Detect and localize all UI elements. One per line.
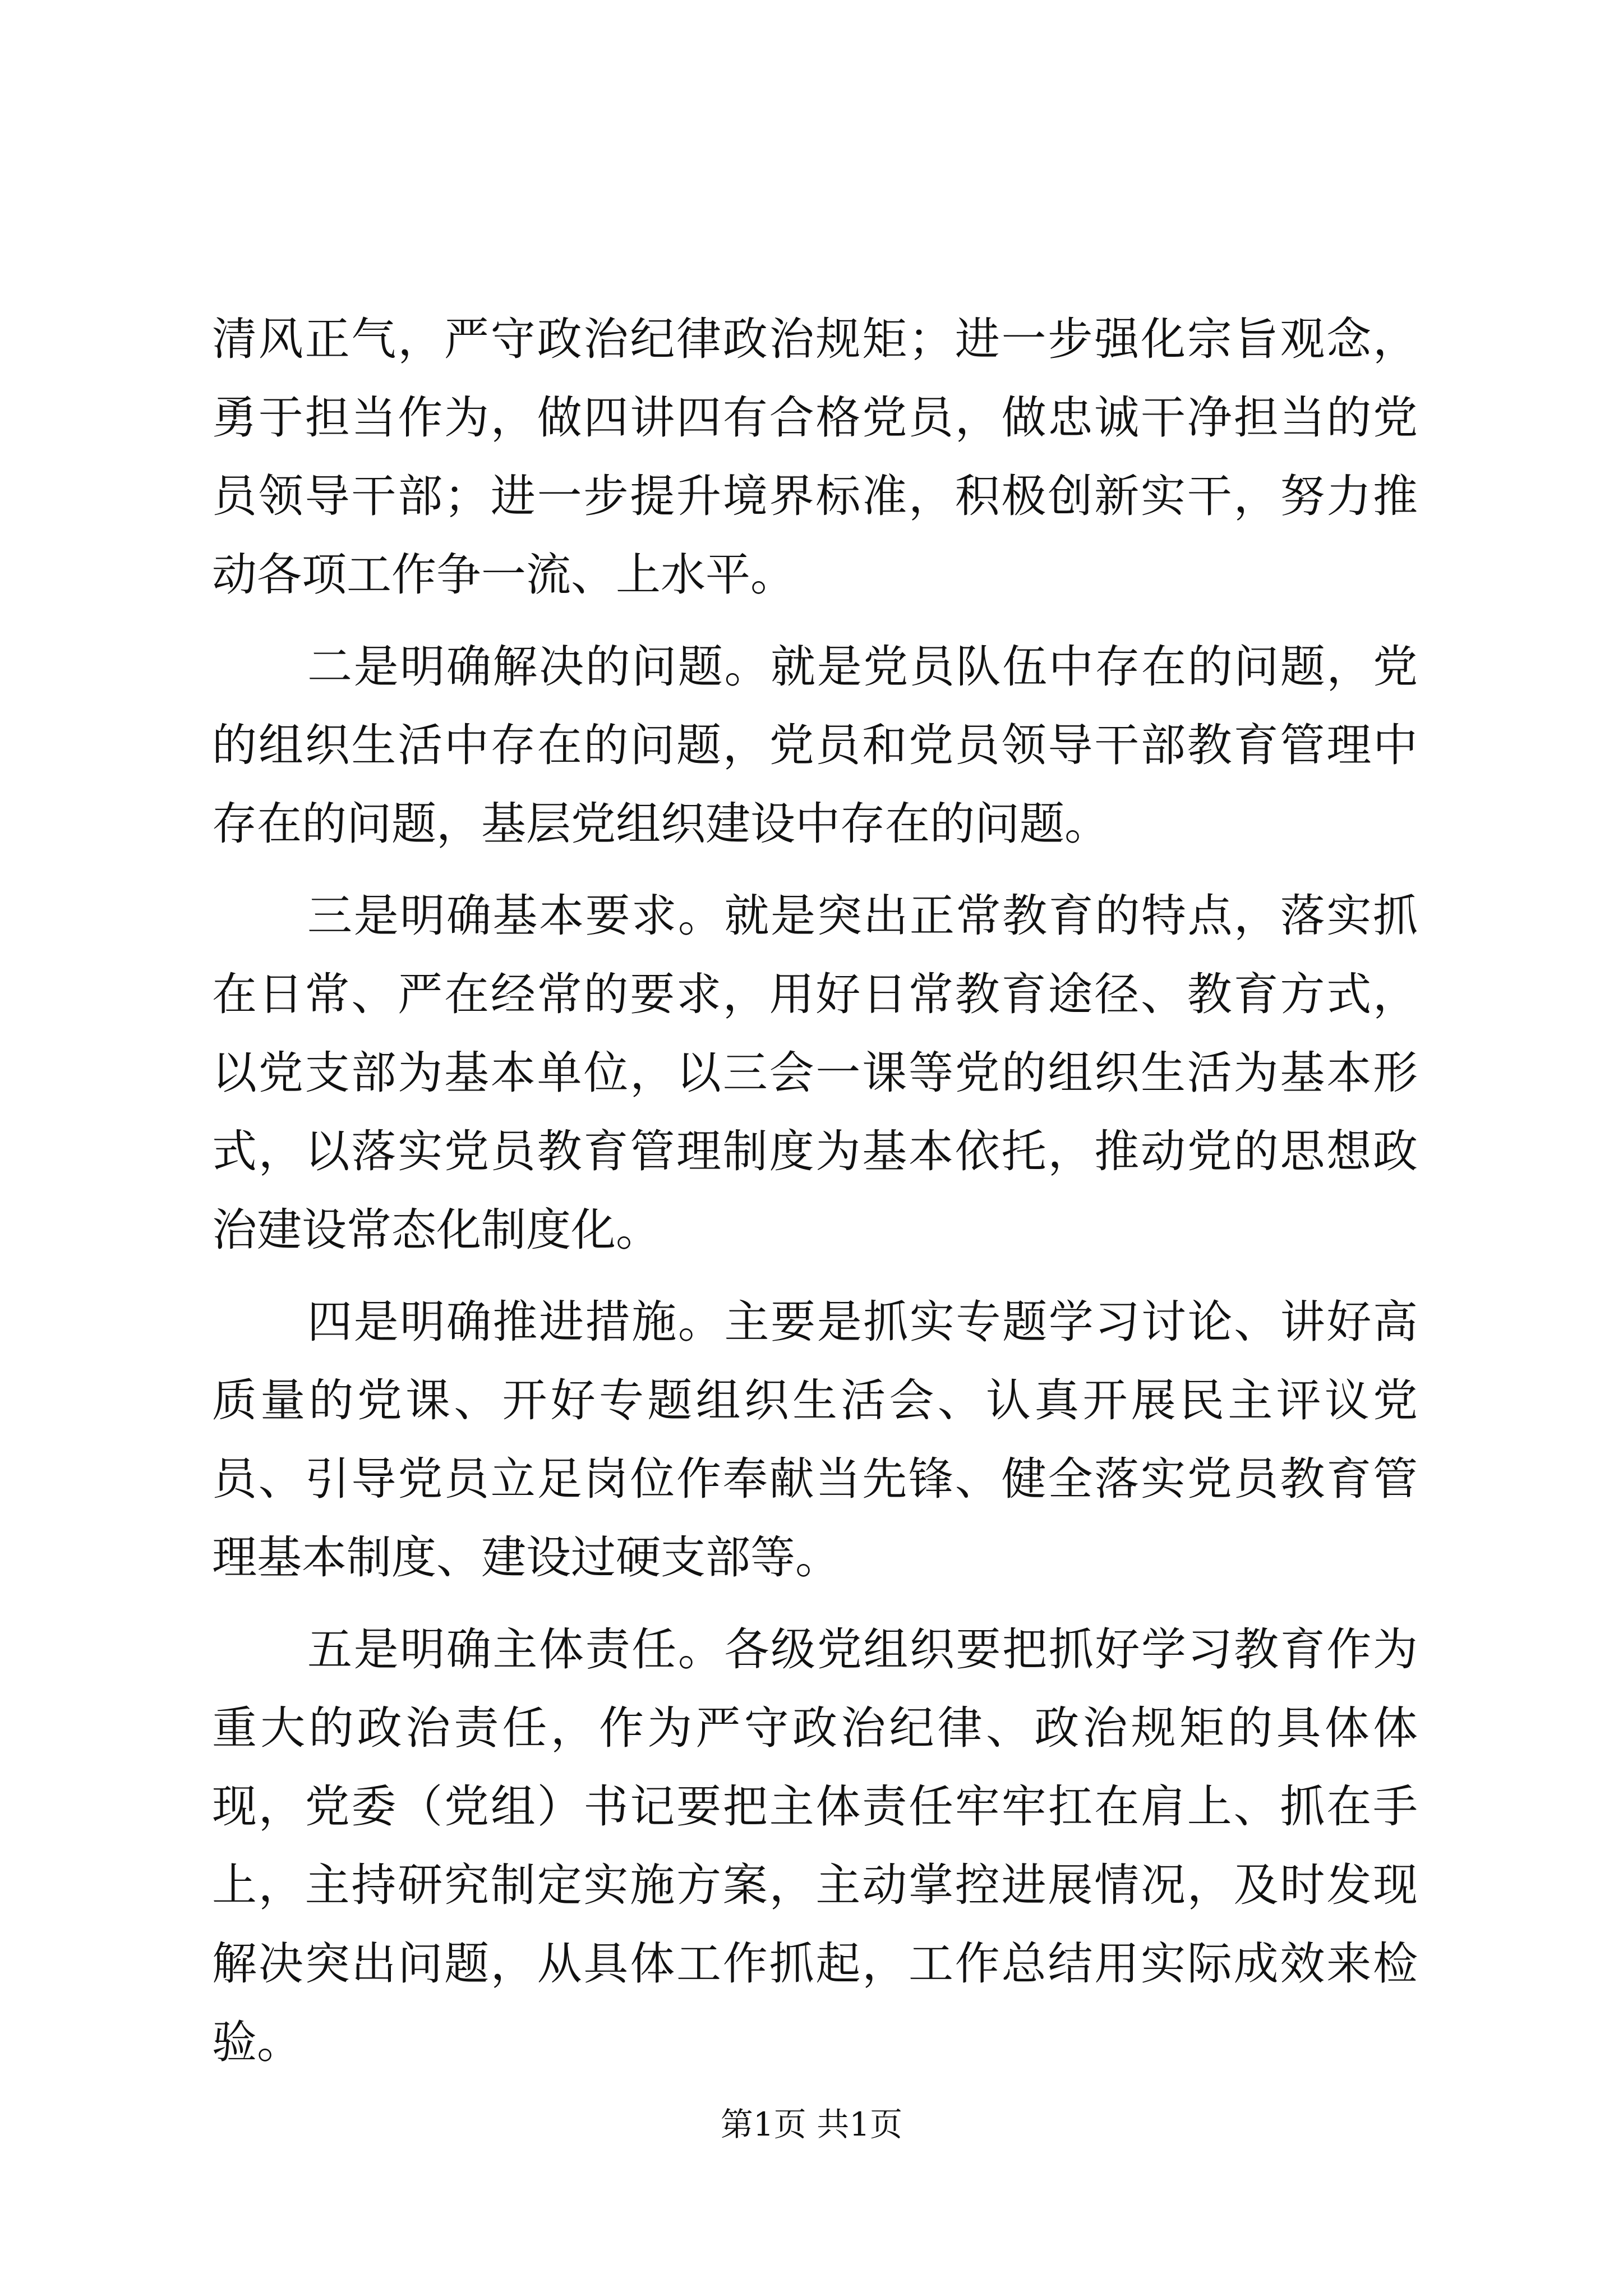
document-body — [212, 300, 1418, 2095]
paragraph-requirements: 三是明确基本要求。就是突出正常教育的特点，落实抓在日常、严在经常的要求，用好日常教育途径、教育方式，以党支部为基本单位，以三会一课等党的组织生活为基本形式，以落实党员教育管理制度为基本依托，推动党的思想政治建设常态化制度化。 — [212, 890, 1418, 1256]
paragraph-responsibility: 五是明确主体责任。各级党组织要把抓好学习教育作为重大的政治责任，作为严守政治纪律、政治规矩的具体体现，党委（党组）书记要把主体责任牢牢扛在肩上、抓在手上，主持研究制定实施方案，主动掌控进展情况，及时发现解决突出问题，从具体工作抓起，工作总结用实际成效来检验。 — [212, 1623, 1418, 2068]
page-number-footer: 第1页 共1页 — [720, 2105, 903, 2143]
paragraph-problems: 二是明确解决的问题。就是党员队伍中存在的问题，党的组织生活中存在的问题，党员和党员领导干部教育管理中存在的问题，基层党组织建设中存在的问题。 — [212, 641, 1418, 850]
paragraph-measures: 四是明确推进措施。主要是抓实专题学习讨论、讲好高质量的党课、开好专题组织生活会、认真开展民主评议党员、引导党员立足岗位作奉献当先锋、健全落实党员教育管理基本制度、建设过硬支部等。 — [212, 1296, 1418, 1584]
paragraph-continuation: 清风正气，严守政治纪律政治规矩；进一步强化宗旨观念，勇于担当作为，做四讲四有合格党员，做忠诚干净担当的党员领导干部；进一步提升境界标准，积极创新实干，努力推动各项工作争一流、上水平。 — [212, 313, 1418, 601]
